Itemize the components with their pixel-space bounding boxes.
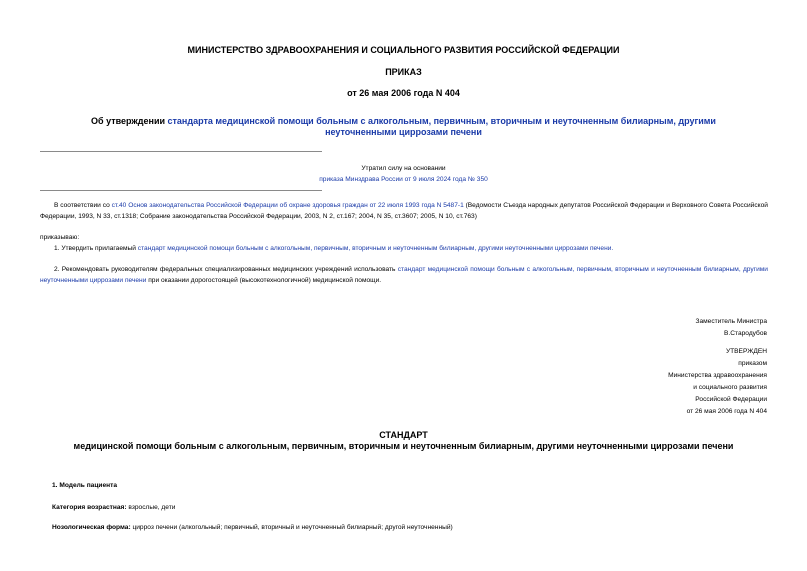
preamble-text: В соответствии со: [54, 202, 112, 209]
standard-subtitle: медицинской помощи больным с алкогольным, первичным, вторичным и неуточненным билиарным, другими неуточненными циррозами печени: [73, 441, 734, 451]
preamble-law-link[interactable]: ст.40 Основ законодательства Российской Федерации об охране здоровья граждан от 22 июля 1993 года N 5487-1: [111, 202, 464, 209]
approval-line: Министерства здравоохранения: [668, 372, 767, 379]
preamble-paragraph: [40, 201, 768, 222]
approval-line: приказом: [738, 360, 767, 367]
order-item-1-text: 1. Утвердить прилагаемый: [54, 245, 138, 252]
title-prefix: Об утверждении: [91, 116, 168, 126]
approval-line: УТВЕРЖДЕН: [725, 348, 767, 355]
signature-name: В.Стародубов: [724, 330, 767, 337]
standard-heading: СТАНДАРТ: [379, 430, 428, 440]
title-standard-link[interactable]: стандарта медицинской помощи больным с алкогольным, первичным, вторичным и неуточненным билиарным, другими неуточненными циррозами печени: [167, 116, 716, 137]
approval-block: [668, 346, 767, 418]
doc-date-number: от 26 мая 2006 года N 404: [347, 88, 460, 98]
nosology-value: цирроз печени (алкогольный; первичный, вторичный и неуточненный билиарный; другой неуточненный): [130, 524, 453, 531]
preamble-sources: (Ведомости Съезда народных депутатов Российской Федерации и Верховного Совета Российской Федерации, 1993, N 33, ст.1318; Собрание законодательства Российской Федерации, 2003, N 2, ст.167; 2004, N 35, ст.3607; 2005, N 10, ст.763): [40, 202, 768, 220]
order-intro: приказываю:: [40, 234, 80, 241]
age-category-value: взрослые, дети: [126, 504, 176, 511]
ministry-heading: МИНИСТЕРСТВО ЗДРАВООХРАНЕНИЯ И СОЦИАЛЬНОГО РАЗВИТИЯ РОССИЙСКОЙ ФЕДЕРАЦИИ: [187, 45, 620, 55]
approval-line: от 26 мая 2006 года N 404: [686, 408, 767, 415]
signature-position: Заместитель Министра: [695, 318, 767, 325]
order-item-2-text: 2. Рекомендовать руководителям федеральных специализированных медицинских учреждений использовать: [54, 266, 398, 273]
order-item-2: [40, 265, 768, 286]
section-patient-model: 1. Модель пациента: [52, 482, 117, 489]
approval-line: Российской Федерации: [695, 396, 767, 403]
order-item-1-link[interactable]: стандарт медицинской помощи больным с алкогольным, первичным, вторичным и неуточненным билиарным, другими неуточненными циррозами печени.: [137, 245, 614, 252]
divider-bottom: [40, 190, 322, 191]
signature-block: [695, 316, 767, 340]
document-title: [60, 116, 747, 138]
nosology-form: [52, 523, 453, 534]
nosology-label: Нозологическая форма:: [52, 524, 131, 531]
repeal-link[interactable]: приказа Минздрава России от 9 июля 2024 года № 350: [319, 176, 488, 183]
order-item-2-tail: при оказании дорогостоящей (высокотехнологичной) медицинской помощи.: [146, 276, 382, 284]
order-item-1: [40, 244, 768, 255]
age-category-label: Категория возрастная:: [52, 504, 127, 511]
repeal-note: Утратил силу на основании: [361, 165, 446, 172]
doc-type-heading: ПРИКАЗ: [385, 67, 422, 77]
order-item-2-link[interactable]: стандарт медицинской помощи больным с алкогольным, первичным, вторичным и неуточненным билиарным, другими неуточненными циррозами печени: [40, 266, 768, 284]
age-category: [52, 503, 175, 514]
approval-line: и социального развития: [693, 384, 767, 391]
divider-top: [40, 151, 322, 152]
